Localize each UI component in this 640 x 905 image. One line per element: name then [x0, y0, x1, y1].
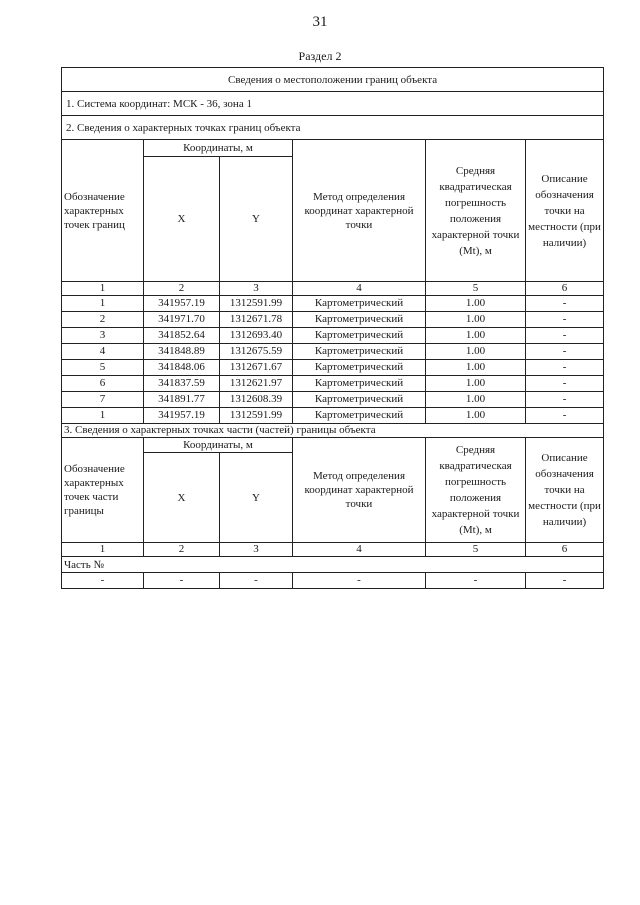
- parts-header-designation: Обозначение характерных точек части границы: [62, 438, 144, 543]
- table-cell: Картометрический: [293, 376, 426, 392]
- table-cell: 341971.70: [144, 312, 220, 328]
- table-cell: 6: [62, 376, 144, 392]
- column-number-cell: 5: [426, 543, 526, 557]
- table-cell: 4: [62, 344, 144, 360]
- table-cell: 1312591.99: [220, 296, 293, 312]
- table-cell: -: [526, 573, 604, 589]
- parts-column-numbers: [62, 543, 604, 557]
- header-y: Y: [220, 157, 293, 282]
- column-number-cell: 4: [293, 282, 426, 296]
- coord-system: 1. Система координат: МСК - 36, зона 1: [62, 92, 604, 116]
- table-cell: -: [426, 573, 526, 589]
- column-number-cell: 5: [426, 282, 526, 296]
- table-cell: 1312671.78: [220, 312, 293, 328]
- table-row: [62, 312, 604, 328]
- points-column-numbers: [62, 282, 604, 296]
- table-cell: Картометрический: [293, 392, 426, 408]
- column-number-cell: 2: [144, 282, 220, 296]
- boundary-table: [61, 67, 604, 589]
- column-number-cell: 1: [62, 543, 144, 557]
- page-number: 31: [312, 14, 328, 30]
- parts-section-row: [62, 424, 604, 438]
- header-designation: Обозначение характерных точек границ: [62, 140, 144, 282]
- points-section-row: [62, 116, 604, 140]
- table-cell: Картометрический: [293, 312, 426, 328]
- table-cell: -: [526, 344, 604, 360]
- table-cell: 1312621.97: [220, 376, 293, 392]
- points-section-title: 2. Сведения о характерных точках границ объекта: [62, 116, 604, 140]
- header-coordinates: Координаты, м: [144, 140, 293, 157]
- table-cell: 1.00: [426, 408, 526, 424]
- coord-system-row: [62, 92, 604, 116]
- table-cell: 1.00: [426, 376, 526, 392]
- table-cell: -: [526, 392, 604, 408]
- parts-header-method: Метод определения координат характерной точки: [293, 438, 426, 543]
- parts-header-description: Описание обозначения точки на местности (при наличии): [526, 438, 604, 543]
- header-x: X: [144, 157, 220, 282]
- parts-section-title: 3. Сведения о характерных точках части (частей) границы объекта: [62, 424, 604, 438]
- table-cell: 341837.59: [144, 376, 220, 392]
- table-cell: 1: [62, 408, 144, 424]
- table-row: [62, 376, 604, 392]
- table-cell: 1312693.40: [220, 328, 293, 344]
- table-cell: 1.00: [426, 392, 526, 408]
- parts-header-accuracy: Средняя квадратическая погрешность положения характерной точки (Mt), м: [426, 438, 526, 543]
- table-cell: 1312675.59: [220, 344, 293, 360]
- section-title: Раздел 2: [298, 49, 342, 63]
- parts-header-x: X: [144, 453, 220, 543]
- table-cell: 1.00: [426, 360, 526, 376]
- column-number-cell: 3: [220, 543, 293, 557]
- table-row: [62, 392, 604, 408]
- parts-header-coordinates: Координаты, м: [144, 438, 293, 453]
- table-cell: -: [526, 328, 604, 344]
- table-cell: 5: [62, 360, 144, 376]
- document-title: Сведения о местоположении границ объекта: [62, 68, 604, 92]
- header-method: Метод определения координат характерной точки: [293, 140, 426, 282]
- table-cell: Картометрический: [293, 296, 426, 312]
- column-number-cell: 4: [293, 543, 426, 557]
- table-cell: 2: [62, 312, 144, 328]
- part-label: Часть №: [62, 557, 604, 573]
- table-cell: -: [526, 312, 604, 328]
- table-cell: Картометрический: [293, 328, 426, 344]
- column-number-cell: 6: [526, 543, 604, 557]
- points-header-row-1: [62, 140, 604, 157]
- table-cell: Картометрический: [293, 408, 426, 424]
- table-cell: 1.00: [426, 296, 526, 312]
- table-row: [62, 344, 604, 360]
- table-cell: 1312608.39: [220, 392, 293, 408]
- table-cell: 1.00: [426, 312, 526, 328]
- parts-header-row-1: [62, 438, 604, 453]
- table-cell: 1.00: [426, 344, 526, 360]
- points-table-body: [62, 296, 604, 424]
- table-cell: Картометрический: [293, 360, 426, 376]
- boundary-info-form: [61, 67, 603, 589]
- column-number-cell: 1: [62, 282, 144, 296]
- part-label-row: [62, 557, 604, 573]
- table-cell: 3: [62, 328, 144, 344]
- table-cell: 341848.89: [144, 344, 220, 360]
- table-cell: 1312591.99: [220, 408, 293, 424]
- table-row: [62, 408, 604, 424]
- parts-table-body: [62, 573, 604, 589]
- table-cell: 1: [62, 296, 144, 312]
- table-row: [62, 360, 604, 376]
- table-row: [62, 573, 604, 589]
- header-accuracy: Средняя квадратическая погрешность положения характерной точки (Mt), м: [426, 140, 526, 282]
- table-cell: 341957.19: [144, 296, 220, 312]
- column-number-cell: 3: [220, 282, 293, 296]
- table-cell: -: [220, 573, 293, 589]
- table-cell: 1.00: [426, 328, 526, 344]
- table-cell: 341848.06: [144, 360, 220, 376]
- table-cell: 341891.77: [144, 392, 220, 408]
- table-cell: 341957.19: [144, 408, 220, 424]
- document-title-row: [62, 68, 604, 92]
- parts-header-y: Y: [220, 453, 293, 543]
- table-cell: 1312671.67: [220, 360, 293, 376]
- table-row: [62, 296, 604, 312]
- table-cell: -: [62, 573, 144, 589]
- table-cell: 341852.64: [144, 328, 220, 344]
- table-cell: -: [526, 376, 604, 392]
- column-number-cell: 2: [144, 543, 220, 557]
- table-cell: -: [293, 573, 426, 589]
- table-cell: -: [526, 408, 604, 424]
- table-cell: -: [526, 360, 604, 376]
- table-cell: 7: [62, 392, 144, 408]
- table-cell: Картометрический: [293, 344, 426, 360]
- table-cell: -: [144, 573, 220, 589]
- table-cell: -: [526, 296, 604, 312]
- table-row: [62, 328, 604, 344]
- header-description: Описание обозначения точки на местности (при наличии): [526, 140, 604, 282]
- column-number-cell: 6: [526, 282, 604, 296]
